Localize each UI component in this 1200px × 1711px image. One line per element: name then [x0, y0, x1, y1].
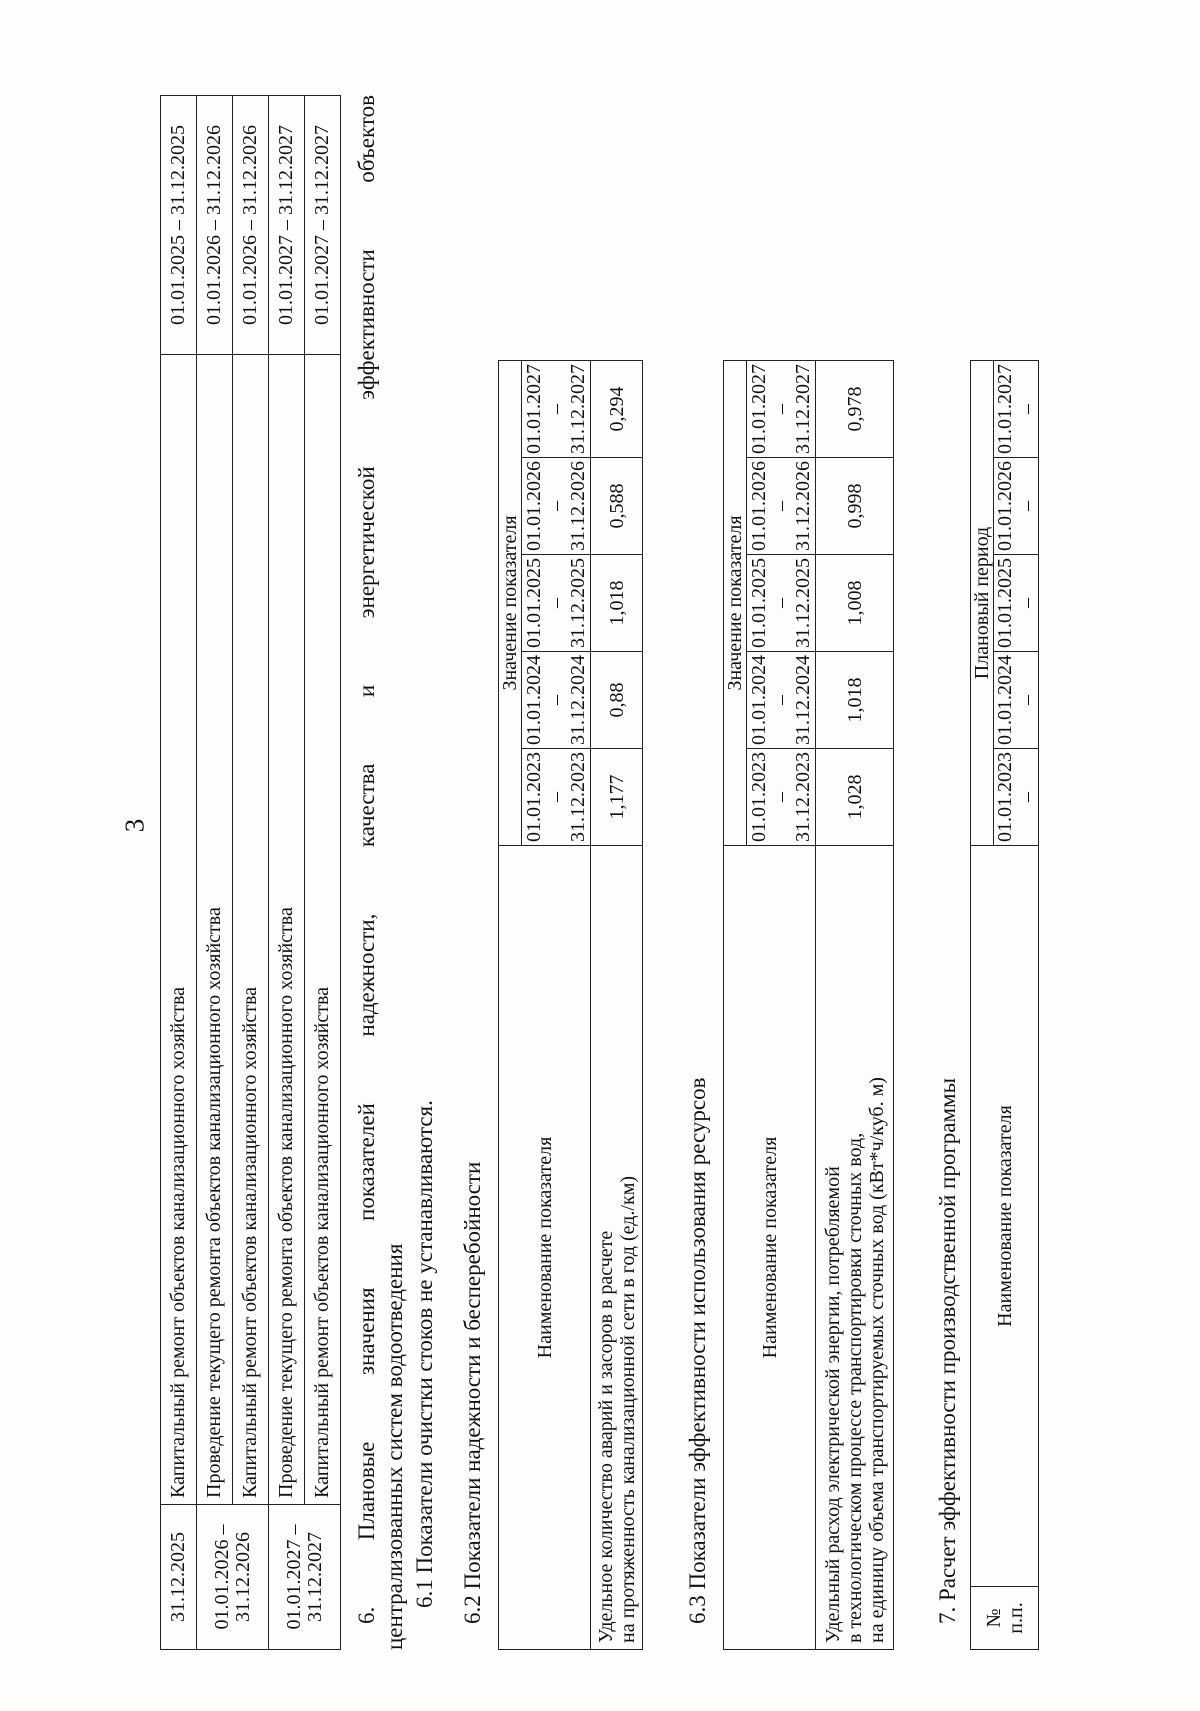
program-efficiency-table: [970, 360, 1039, 1650]
value-cell: 0,978: [816, 361, 894, 458]
value-cell: 0,88: [591, 652, 643, 749]
period-header: 01.01.2025 –: [994, 555, 1039, 652]
value-cell: 1,018: [591, 555, 643, 652]
work-cell: Проведение текущего ремонта объектов канализационного хозяйства: [197, 355, 233, 1505]
value-header: Значение показателя: [499, 361, 522, 846]
work-cell: Капитальный ремонт объектов канализационного хозяйства: [161, 355, 197, 1505]
section-6-title-cont: централизованных систем водоотведения: [382, 1243, 407, 1650]
value-cell: 1,028: [816, 749, 894, 846]
value-cell: 0,588: [591, 458, 643, 555]
period-header: 01.01.2025 – 31.12.2025: [522, 555, 591, 652]
page-number: 3: [119, 818, 150, 833]
dates-cell: 01.01.2025 – 31.12.2025: [161, 96, 197, 355]
value-cell: 0,998: [816, 458, 894, 555]
dates-cell: 01.01.2026 – 31.12.2026: [197, 96, 233, 355]
dates-cell: 01.01.2026 – 31.12.2026: [233, 96, 269, 355]
section-6-title: 6. Плановые значения показателей надежности, качества и энергетической эффективности объектов: [354, 95, 379, 1624]
dates-cell: 01.01.2027 – 31.12.2027: [305, 96, 341, 355]
schedule-table: [160, 95, 341, 1650]
period-header: 01.01.2023 –: [994, 749, 1039, 846]
subsection-6-3-title: 6.3 Показатели эффективности использования ресурсов: [685, 1077, 710, 1624]
name-header: Наименование показателя: [724, 846, 816, 1650]
indicator-name: Удельное количество аварий и засоров в расчете на протяженность канализационной сети в год (ед./км): [591, 846, 643, 1650]
value-cell: 1,177: [591, 749, 643, 846]
table-row: [269, 96, 305, 1650]
value-cell: 1,018: [816, 652, 894, 749]
period-header: 01.01.2026 –: [994, 458, 1039, 555]
table-row: [161, 96, 197, 1650]
period-cell: 01.01.2026 – 31.12.2026: [197, 1505, 269, 1650]
period-header: 01.01.2024 – 31.12.2024: [522, 652, 591, 749]
period-header: 01.01.2024 – 31.12.2024: [747, 652, 816, 749]
section-7-title: 7. Расчет эффективности производственной программы: [935, 1077, 960, 1624]
indicator-name: Удельный расход электрической энергии, потребляемой в технологическом процессе транспортировки сточных вод, на единицу объема транспортируемых сточных вод (кВт*ч/куб. м): [816, 846, 894, 1650]
table-row: [233, 96, 269, 1650]
subsection-6-2-title: 6.2 Показатели надежности и бесперебойности: [460, 1161, 485, 1624]
table-row: [305, 96, 341, 1650]
name-header: Наименование показателя: [971, 846, 1039, 1587]
reliability-table: [498, 360, 643, 1650]
name-header: Наименование показателя: [499, 846, 591, 1650]
work-cell: Проведение текущего ремонта объектов канализационного хозяйства: [269, 355, 305, 1505]
period-header: 01.01.2025 – 31.12.2025: [747, 555, 816, 652]
period-header: 01.01.2027 –: [994, 361, 1039, 458]
period-header: 01.01.2026 – 31.12.2026: [747, 458, 816, 555]
dates-cell: 01.01.2027 – 31.12.2027: [269, 96, 305, 355]
period-header: 01.01.2023 – 31.12.2023: [522, 749, 591, 846]
rotated-page-content: [160, 90, 1100, 1650]
table-row: [591, 361, 643, 1650]
period-header: 01.01.2027 – 31.12.2027: [522, 361, 591, 458]
period-cell: 31.12.2025: [161, 1505, 197, 1650]
work-cell: Капитальный ремонт объектов канализационного хозяйства: [233, 355, 269, 1505]
subsection-6-1: 6.1 Показатели очистки стоков не устанавливаются.: [412, 1100, 437, 1608]
resource-efficiency-table: [723, 360, 894, 1650]
num-header: № п.п.: [971, 1587, 1039, 1650]
period-header: 01.01.2023 – 31.12.2023: [747, 749, 816, 846]
value-cell: 0,294: [591, 361, 643, 458]
period-header: 01.01.2026 – 31.12.2026: [522, 458, 591, 555]
period-header: 01.01.2024 –: [994, 652, 1039, 749]
table-header-row: [724, 361, 747, 1650]
table-row: [816, 361, 894, 1650]
work-cell: Капитальный ремонт объектов канализационного хозяйства: [305, 355, 341, 1505]
table-header-row: [971, 361, 994, 1650]
table-header-row: [499, 361, 522, 1650]
period-header: 01.01.2027 – 31.12.2027: [747, 361, 816, 458]
planned-period-header: Плановый период: [971, 361, 994, 846]
value-cell: 1,008: [816, 555, 894, 652]
table-row: [197, 96, 233, 1650]
value-header: Значение показателя: [724, 361, 747, 846]
period-cell: 01.01.2027 – 31.12.2027: [269, 1505, 341, 1650]
